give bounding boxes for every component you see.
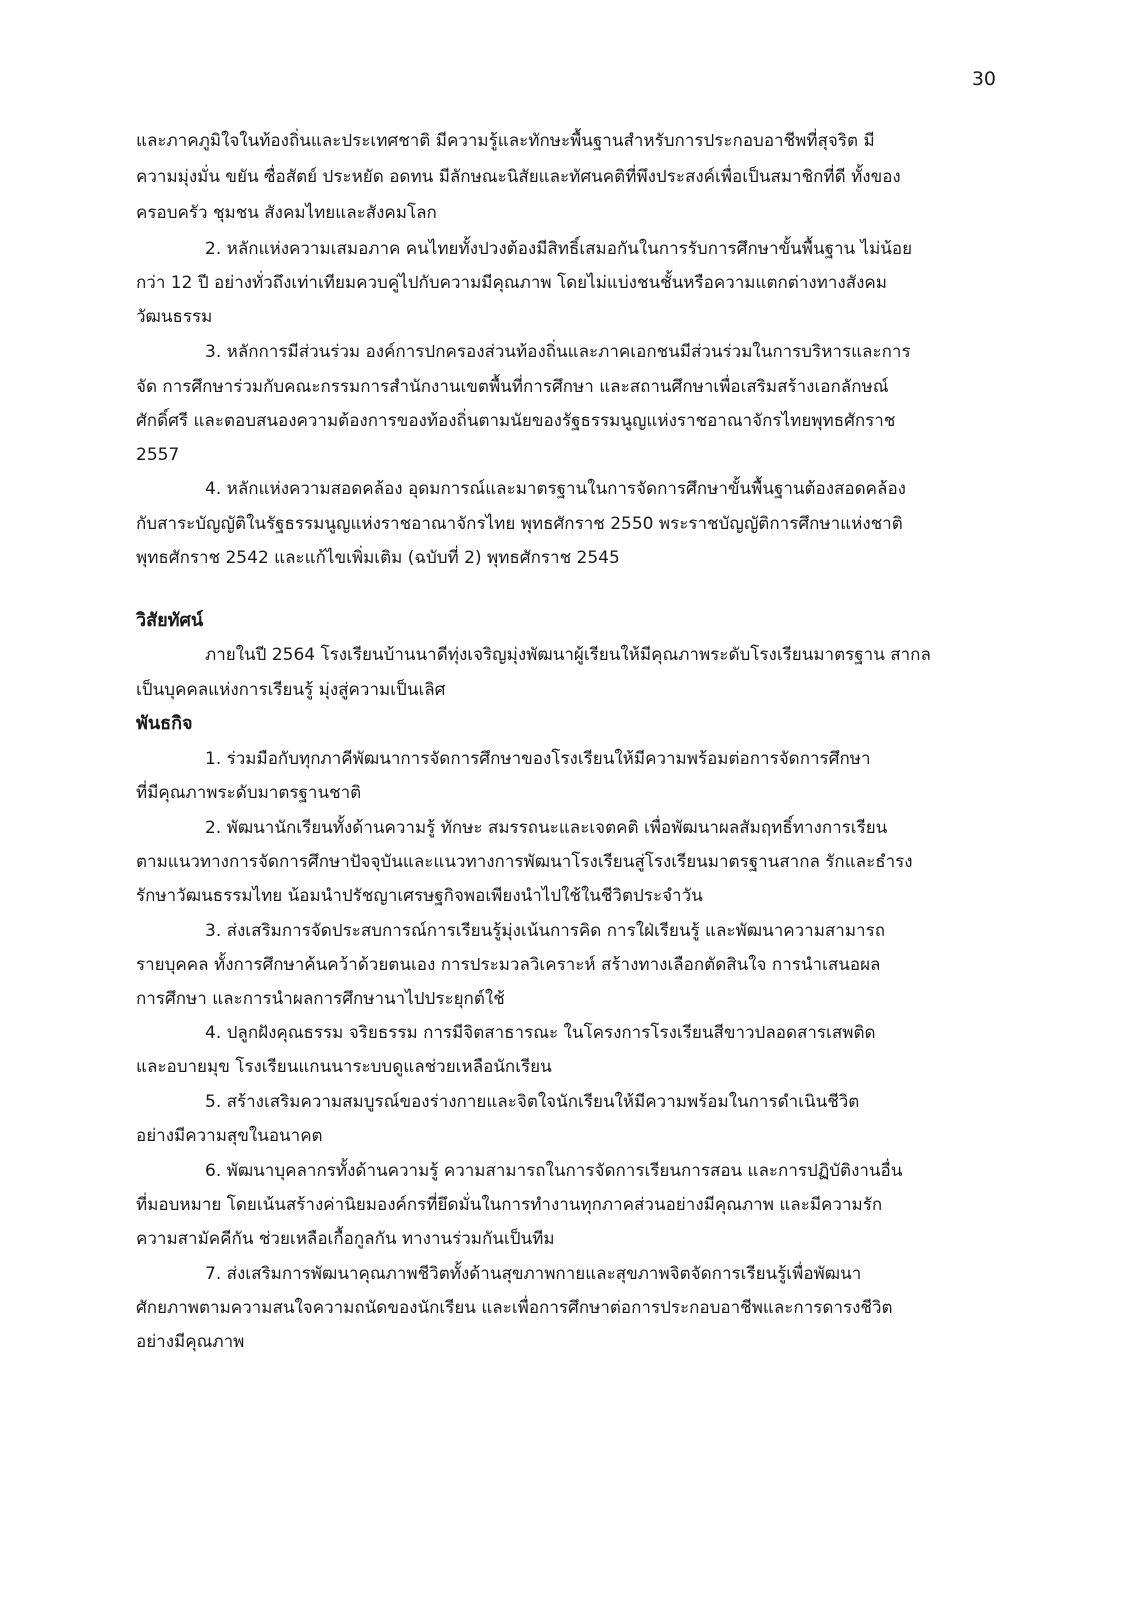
paragraph-line: ความสามัคคีกัน ช่วยเหลือเกื้อกูลกัน ทางานร่วมกันเป็นทีม — [136, 1229, 555, 1249]
paragraph-line: ตามแนวทางการจัดการศึกษาปัจจุบันและแนวทางการพัฒนาโรงเรียนสู่โรงเรียนมาตรฐานสากล รักและธำรง — [136, 852, 913, 872]
mission-1-line: 1. ร่วมมือกับทุกภาคีพัฒนาการจัดการศึกษาของโรงเรียนให้มีความพร้อมต่อการจัดการศึกษา — [205, 749, 871, 769]
paragraph-line: อย่างมีความสุขในอนาคต — [136, 1126, 323, 1146]
mission-4-line: 4. ปลูกฝังคุณธรรม จริยธรรม การมีจิตสาธารณะ ในโครงการโรงเรียนสีขาวปลอดสารเสพติด — [205, 1023, 876, 1043]
paragraph-line: และภาคภูมิใจในท้องถิ่นและประเทศชาติ มีความรู้และทักษะพื้นฐานสำหรับการประกอบอาชีพที่สุจริต มี — [136, 131, 875, 151]
paragraph-line: รายบุคคล ทั้งการศึกษาค้นคว้าด้วยตนเอง การประมวลวิเคราะห์ สร้างทางเลือกตัดสินใจ การนำเสนอผล — [136, 955, 881, 975]
paragraph-line: อย่างมีคุณภาพ — [136, 1332, 245, 1352]
principle-2-line: 2. หลักแห่งความเสมอภาค คนไทยทั้งปวงต้องมีสิทธิ์เสมอกันในการรับการศึกษาขั้นพื้นฐาน ไม่น้อย — [205, 239, 913, 259]
paragraph-line: ความมุ่งมั่น ขยัน ซื่อสัตย์ ประหยัด อดทน มีลักษณะนิสัยและทัศนคติที่พึงประสงค์เพื่อเป็นสมาชิกที่ดี ทั้งของ — [136, 167, 901, 187]
paragraph-line: จัด การศึกษาร่วมกับคณะกรรมการสำนักงานเขตพื้นที่การศึกษา และสถานศึกษาเพื่อเสริมสร้างเอกลักษณ์ — [136, 377, 889, 397]
paragraph-line: ศักยภาพตามความสนใจความถนัดของนักเรียน และเพื่อการศึกษาต่อการประกอบอาชีพและการดารงชีวิต — [136, 1298, 893, 1318]
paragraph-line: ที่มอบหมาย โดยเน้นสร้างค่านิยมองค์กรที่ยึดมั่นในการทำงานทุกภาคส่วนอย่างมีคุณภาพ และมีความรัก — [136, 1195, 883, 1215]
paragraph-line: กว่า 12 ปี อย่างทั่วถึงเท่าเทียมควบคู่ไปกับความมีคุณภาพ โดยไม่แบ่งชนชั้นหรือความแตกต่างทางสังคม — [136, 273, 887, 293]
paragraph-line: ที่มีคุณภาพระดับมาตรฐานชาติ — [136, 783, 362, 803]
paragraph-line: ครอบครัว ชุมชน สังคมไทยและสังคมโลก — [136, 203, 437, 223]
paragraph-line: พุทธศักราช 2542 และแก้ไขเพิ่มเติม (ฉบับที่ 2) พุทธศักราช 2545 — [136, 548, 620, 568]
mission-2-line: 2. พัฒนานักเรียนทั้งด้านความรู้ ทักษะ สมรรถนะและเจตคติ เพื่อพัฒนาผลสัมฤทธิ์ทางการเรียน — [205, 818, 888, 838]
mission-heading: พันธกิจ — [136, 713, 193, 734]
principle-3-line: 3. หลักการมีส่วนร่วม องค์การปกครองส่วนท้องถิ่นและภาคเอกชนมีส่วนร่วมในการบริหารและการ — [205, 342, 911, 362]
paragraph-line: รักษาวัฒนธรรมไทย น้อมนำปรัชญาเศรษฐกิจพอเพียงนำไปใช้ในชีวิตประจำวัน — [136, 886, 703, 906]
paragraph-line: 2557 — [136, 445, 180, 465]
principle-4-line: 4. หลักแห่งความสอดคล้อง อุดมการณ์และมาตรฐานในการจัดการศึกษาขั้นพื้นฐานต้องสอดคล้อง — [205, 479, 906, 499]
mission-7-line: 7. ส่งเสริมการพัฒนาคุณภาพชีวิตทั้งด้านสุขภาพกายและสุขภาพจิตจัดการเรียนรู้เพื่อพัฒนา — [205, 1264, 862, 1284]
vision-heading: วิสัยทัศน์ — [136, 610, 204, 631]
vision-line: เป็นบุคคลแห่งการเรียนรู้ มุ่งสู่ความเป็นเลิศ — [136, 680, 446, 700]
paragraph-line: วัฒนธรรม — [136, 307, 213, 327]
page-number: 30 — [971, 68, 996, 90]
paragraph-line: การศึกษา และการนำผลการศึกษานาไปประยุกต์ใช้ — [136, 989, 505, 1009]
paragraph-line: ศักดิ์ศรี และตอบสนองความต้องการของท้องถิ่นตามนัยของรัฐธรรมนูญแห่งราชอาณาจักรไทยพุทธศักราช — [136, 411, 896, 431]
mission-5-line: 5. สร้างเสริมความสมบูรณ์ของร่างกายและจิตใจนักเรียนให้มีความพร้อมในการดำเนินชีวิต — [205, 1092, 860, 1112]
mission-6-line: 6. พัฒนาบุคลากรทั้งด้านความรู้ ความสามารถในการจัดการเรียนการสอน และการปฏิบัติงานอื่น — [205, 1161, 903, 1181]
vision-line: ภายในปี 2564 โรงเรียนบ้านนาดีทุ่งเจริญมุ่งพัฒนาผู้เรียนให้มีคุณภาพระดับโรงเรียนมาตรฐาน สากล — [205, 645, 931, 665]
paragraph-line: กับสาระบัญญัติในรัฐธรรมนูญแห่งราชอาณาจักรไทย พุทธศักราช 2550 พระราชบัญญัติการศึกษาแห่งชาติ — [136, 514, 903, 534]
paragraph-line: และอบายมุข โรงเรียนแกนนาระบบดูแลช่วยเหลือนักเรียน — [136, 1057, 552, 1077]
mission-3-line: 3. ส่งเสริมการจัดประสบการณ์การเรียนรู้มุ่งเน้นการคิด การใฝ่เรียนรู้ และพัฒนาความสามารถ — [205, 921, 886, 941]
